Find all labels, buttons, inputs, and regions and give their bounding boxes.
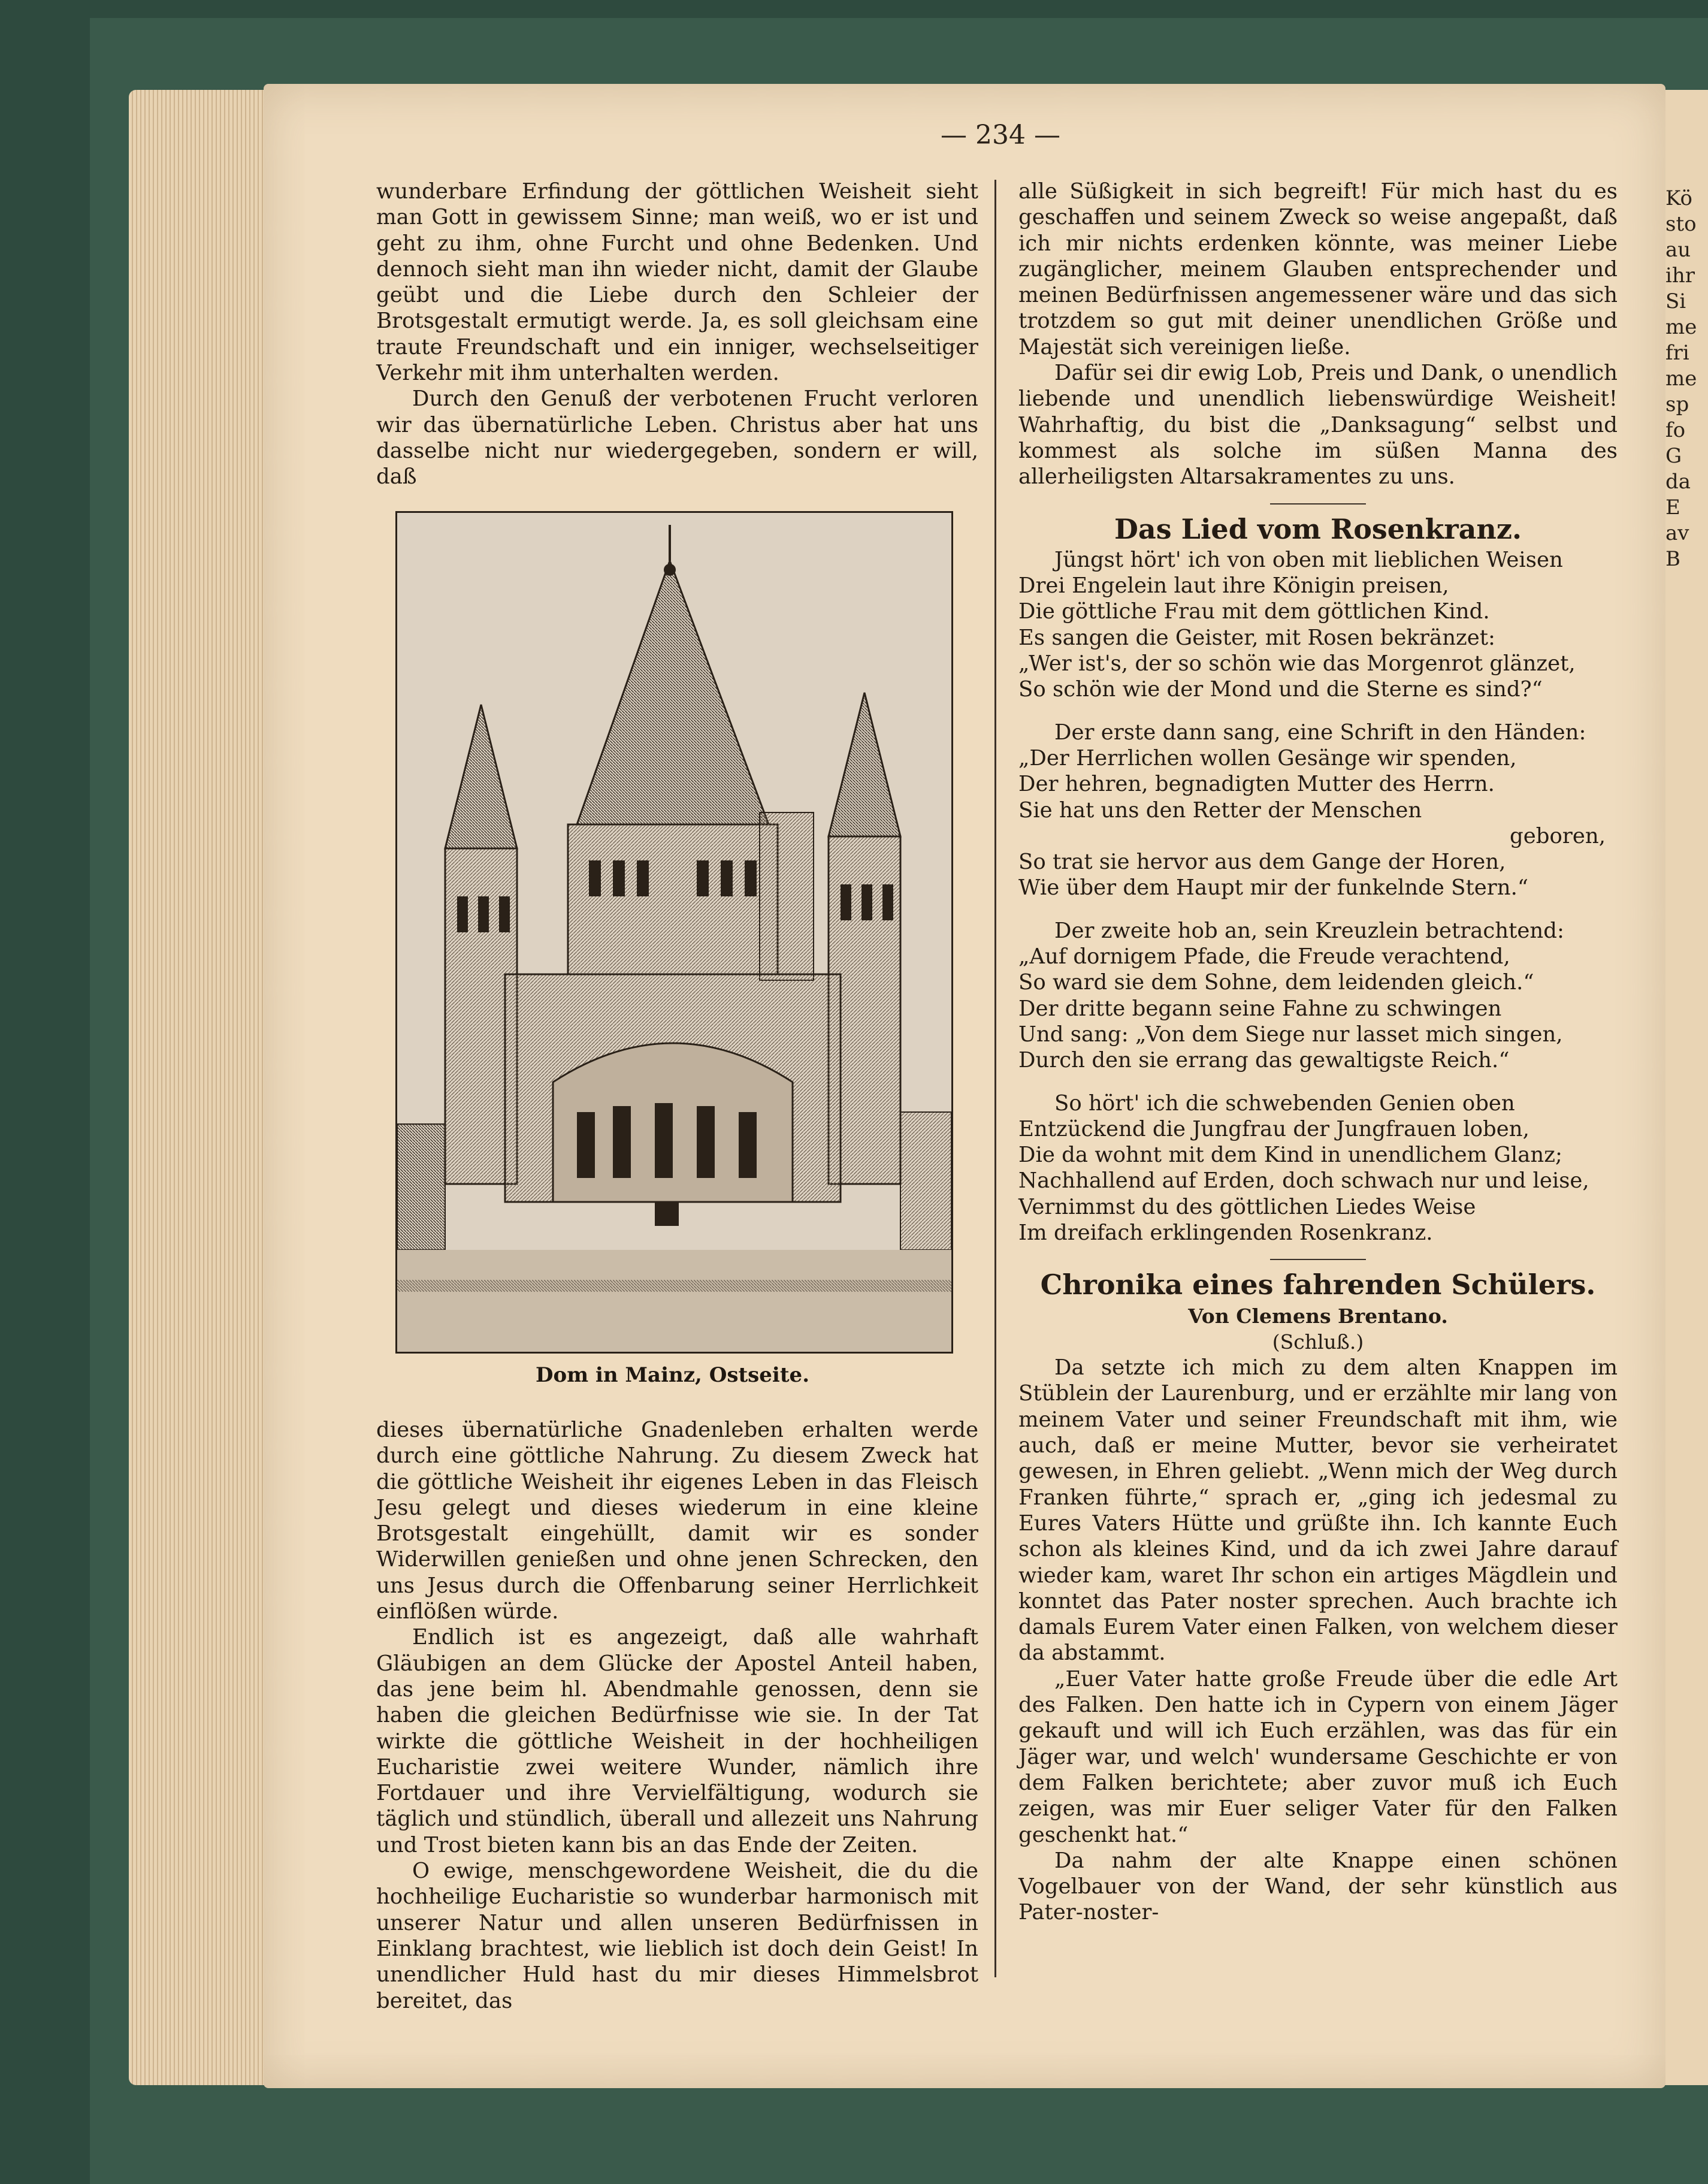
paragraph: dieses übernatürliche Gnadenleben erhalten werde durch eine göttliche Nahrung. Zu diesem Zweck hat die göttliche Weisheit ihr eigenes Leben in das Fleisch Jesu gelegt und dieses wiederum in eine kleine Brotsgestalt eingehüllt, damit wir es sonder Widerwillen genießen und ohne jenen Schrecken, den uns Jesus durch die Offenbarung seiner Herrlichkeit einflößen würde. <box>376 1418 978 1624</box>
paragraph: alle Süßigkeit in sich begreift! Für mich hast du es geschaffen und seinem Zweck so weise angepaßt, daß ich mir nichts erdenken könnte, was meiner Liebe zugänglicher, meinem Glauben entsprechender und meinen Bedürfnissen angemessener wäre und das sich trotzdem so gut mit deiner unendlichen Größe und Majestät sich vereinigen ließe. <box>1018 179 1618 360</box>
verse-line: geboren, <box>1510 823 1606 848</box>
cathedral-drawing <box>397 513 951 1352</box>
page-number: — 234 — <box>941 120 1060 150</box>
paragraph: Endlich ist es angezeigt, daß alle wahrhaft Gläubigen an dem Glücke der Apostel Anteil haben, das jene beim hl. Abendmahle genossen, denn sie haben die gleichen Bedürfnisse wie sie. In der Tat wirkte die göttliche Weisheit in der hochheiligen Eucharistie zwei weitere Wunder, nämlich ihre Fortdauer und ihre Vervielfältigung, wodurch sie täglich und stündlich, überall und allezeit uns Nahrung und Trost bieten kann bis an das Ende der Zeiten. <box>376 1625 978 1857</box>
section-divider <box>1270 503 1366 505</box>
left-column-top <box>376 179 978 490</box>
verse-line: Der hehren, begnadigten Mutter des Herrn. <box>1018 772 1495 797</box>
poem-title: Das Lied vom Rosenkranz. <box>1114 512 1522 545</box>
story-title: Chronika eines fahrenden Schülers. <box>1040 1268 1596 1301</box>
verse-line: Drei Engelein laut ihre Königin preisen, <box>1018 573 1449 599</box>
verse-line: Sie hat uns den Retter der Menschen <box>1018 798 1422 823</box>
next-page-fragment: Kö sto au ihr Si me fri me sp fo G da E av B <box>1665 186 1697 571</box>
paragraph: Da setzte ich mich zu dem alten Knappen im Stüblein der Laurenburg, und er erzählte mir lang von meinem Vater und seiner Freundschaft mit ihm, wie auch, daß er meine Mutter, bevor sie verheiratet gewesen, in Ehren geliebt. „Wenn mich der Weg durch Franken führte,“ sprach er, „ging ich jedesmal zu Eures Vaters Hütte und grüßte ihn. Ich kannte Euch schon als kleines Kind, und da ich zwei Jahre darauf wieder kam, waret Ihr schon ein artiges Mägdlein und konntet das Pater noster sprechen. Auch brachte ich damals Eurem Vater einen Falken, von welchem dieser da abstammt. <box>1018 1355 1618 1666</box>
cathedral-illustration <box>395 511 953 1354</box>
verse-line: Jüngst hört' ich von oben mit lieblichen Weisen <box>1054 547 1563 572</box>
paragraph: Dafür sei dir ewig Lob, Preis und Dank, o unendlich liebende und unendlich liebenswürdige Weisheit! Wahrhaftig, du bist die „Danksagung“ selbst und kommest als solche im süßen Manna des allerheiligsten Altarsakramentes zu uns. <box>1018 361 1618 490</box>
verse-line: So trat sie hervor aus dem Gange der Horen, <box>1018 850 1506 875</box>
verse-line: So ward sie dem Sohne, dem leidenden gleich.“ <box>1018 970 1534 995</box>
verse-line: Und sang: „Von dem Siege nur lasset mich singen, <box>1018 1022 1563 1047</box>
paragraph: O ewige, menschgewordene Weisheit, die du die hochheilige Eucharistie so wunderbar harmonisch mit unserer Natur und allen unseren Bedürfnissen in Einklang brachtest, wie lieblich ist doch dein Geist! In unendlicher Huld hast du mir dieses Himmelsbrot bereitet, das <box>376 1859 978 2013</box>
next-page-edge <box>1659 90 1708 2085</box>
verse-line: Vernimmst du des göttlichen Liedes Weise <box>1018 1194 1476 1219</box>
verse-line: Die da wohnt mit dem Kind in unendlichem Glanz; <box>1018 1143 1562 1168</box>
paragraph: „Euer Vater hatte große Freude über die edle Art des Falken. Den hatte ich in Cypern von einem Jäger gekauft und will ich Euch erzählen, was das für ein Jäger war, und welch' wundersame Geschichte er von dem Falken berichtete; aber zuvor muß ich Euch zeigen, was mir Euer seliger Vater für den Falken geschenkt hat.“ <box>1018 1666 1618 1847</box>
verse-line: Wie über dem Haupt mir der funkelnde Stern.“ <box>1018 875 1529 901</box>
verse-line: So hört' ich die schwebenden Genien oben <box>1054 1091 1515 1116</box>
verse-line: Die göttliche Frau mit dem göttlichen Kind. <box>1018 599 1490 624</box>
paragraph: Durch den Genuß der verbotenen Frucht verloren wir das übernatürliche Leben. Christus aber hat uns dasselbe nicht nur wiedergegeben, sondern er will, daß <box>376 386 978 490</box>
verse-line: Nachhallend auf Erden, doch schwach nur und leise, <box>1018 1168 1589 1194</box>
poem-body <box>1018 547 1618 1246</box>
verse-line: „Auf dornigem Pfade, die Freude verachtend, <box>1018 944 1510 969</box>
paragraph: wunderbare Erfindung der göttlichen Weisheit sieht man Gott in gewissem Sinne; man weiß, wo er ist und geht zu ihm, ohne Furcht und ohne Bedenken. Und dennoch sieht man ihn wieder nicht, damit der Glaube geübt und die Liebe durch den Schleier der Brotsgestalt ermutigt werde. Ja, es soll gleichsam eine traute Freundschaft und ein inniger, wechselseitiger Verkehr mit ihm unterhalten werden. <box>376 179 978 386</box>
verse-line: Durch den sie errang das gewaltigste Reich.“ <box>1018 1048 1510 1073</box>
story-byline: Von Clemens Brentano. <box>1188 1304 1448 1328</box>
column-divider <box>994 180 996 1977</box>
verse-line: „Wer ist's, der so schön wie das Morgenrot glänzet, <box>1018 651 1576 676</box>
right-column <box>1018 179 1618 1926</box>
figure-caption: Dom in Mainz, Ostseite. <box>535 1363 810 1387</box>
verse-line: Es sangen die Geister, mit Rosen bekränzet: <box>1018 625 1495 650</box>
verse-line: „Der Herrlichen wollen Gesänge wir spenden, <box>1018 745 1517 771</box>
verse-line: Der erste dann sang, eine Schrift in den Händen: <box>1054 720 1586 745</box>
verse-line: So schön wie der Mond und die Sterne es sind?“ <box>1018 677 1543 702</box>
story-note: (Schluß.) <box>1272 1330 1364 1354</box>
paragraph: Da nahm der alte Knappe einen schönen Vogelbauer von der Wand, der sehr künstlich aus Pater-noster- <box>1018 1848 1618 1925</box>
verse-line: Der dritte begann seine Fahne zu schwingen <box>1018 996 1502 1021</box>
verse-line: Der zweite hob an, sein Kreuzlein betrachtend: <box>1054 918 1564 943</box>
section-divider <box>1270 1259 1366 1260</box>
verse-line: Im dreifach erklingenden Rosenkranz. <box>1018 1220 1433 1245</box>
verse-line: Entzückend die Jungfrau der Jungfrauen loben, <box>1018 1116 1529 1141</box>
left-column-bottom <box>376 1417 978 2014</box>
